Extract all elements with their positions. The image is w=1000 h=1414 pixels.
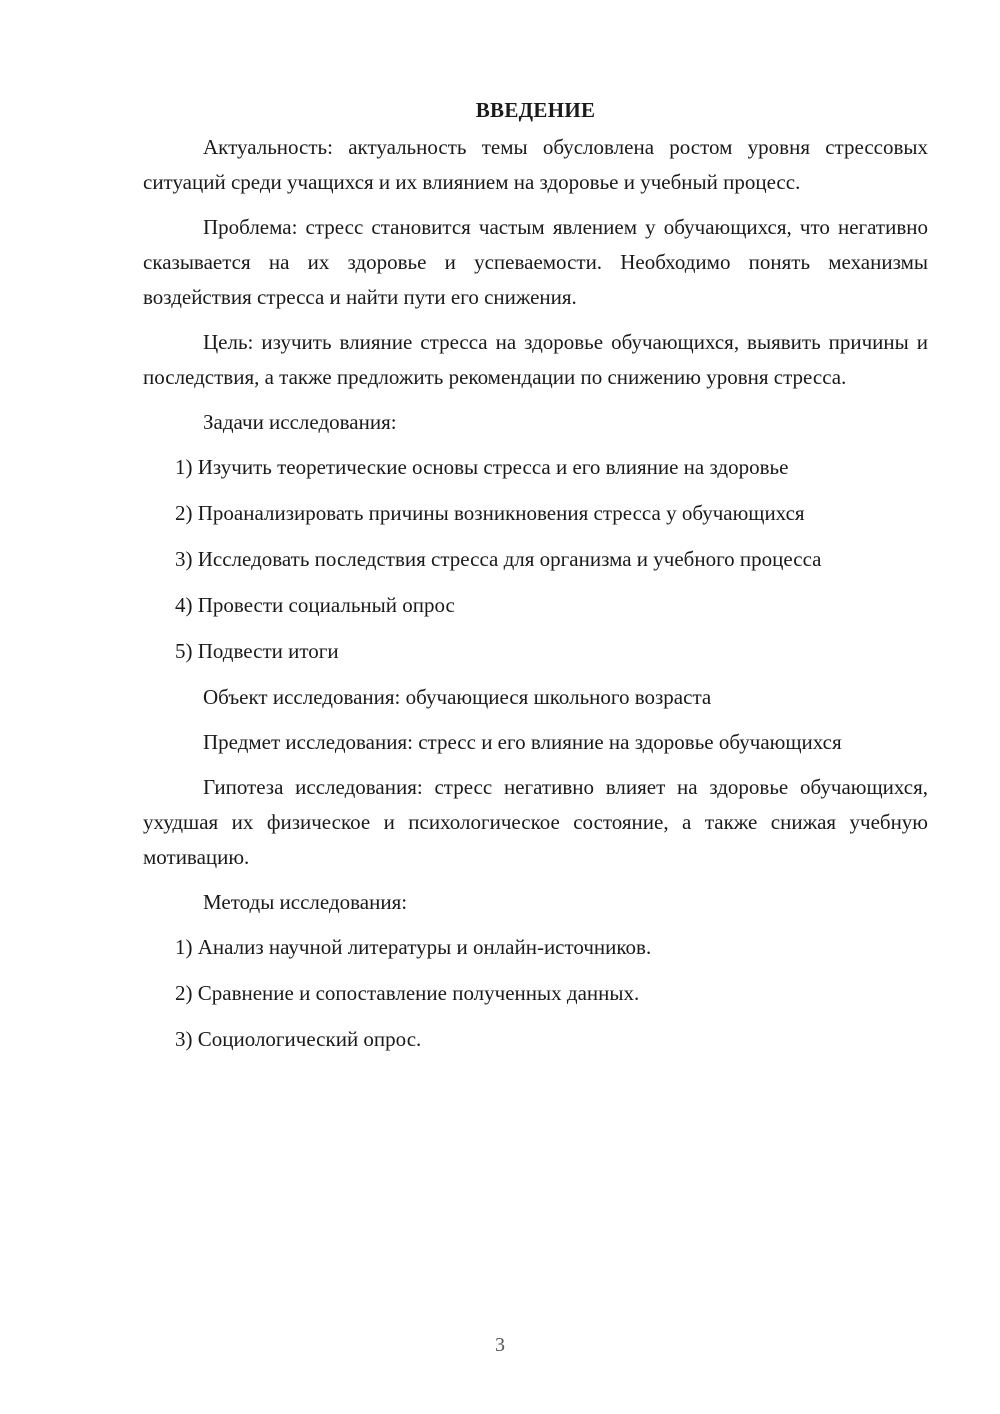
task-item-1: 1) Изучить теоретические основы стресса и его влияние на здоровье — [175, 455, 789, 479]
method-item-3: 3) Социологический опрос. — [175, 1027, 422, 1051]
document-page — [143, 92, 928, 1068]
problem-paragraph: Проблема: стресс становится частым явлением у обучающихся, что негативно сказывается на их здоровье и успеваемости. Необходимо понять механизмы воздействия стресса и найти пути его снижения. — [143, 215, 928, 309]
method-item-2: 2) Сравнение и сопоставление полученных данных. — [175, 981, 640, 1005]
task-item-2: 2) Проанализировать причины возникновения стресса у обучающихся — [175, 501, 805, 525]
page-number: 3 — [495, 1334, 505, 1356]
goal-paragraph: Цель: изучить влияние стресса на здоровье обучающихся, выявить причины и последствия, а также предложить рекомендации по снижению уровня стресса. — [143, 330, 928, 389]
section-title: ВВЕДЕНИЕ — [475, 98, 596, 122]
hypothesis-paragraph: Гипотеза исследования: стресс негативно влияет на здоровье обучающихся, ухудшая их физическое и психологическое состояние, а также снижая учебную мотивацию. — [143, 775, 928, 869]
task-item-3: 3) Исследовать последствия стресса для организма и учебного процесса — [175, 547, 822, 571]
tasks-heading: Задачи исследования: — [203, 410, 397, 434]
methods-heading: Методы исследования: — [203, 890, 408, 914]
task-item-4: 4) Провести социальный опрос — [175, 593, 455, 617]
relevance-paragraph: Актуальность: актуальность темы обусловлена ростом уровня стрессовых ситуаций среди учащихся и их влиянием на здоровье и учебный процесс. — [143, 135, 928, 194]
object-paragraph: Объект исследования: обучающиеся школьного возраста — [203, 685, 712, 709]
subject-paragraph: Предмет исследования: стресс и его влияние на здоровье обучающихся — [203, 730, 842, 754]
method-item-1: 1) Анализ научной литературы и онлайн-источников. — [175, 935, 652, 959]
task-item-5: 5) Подвести итоги — [175, 639, 339, 663]
